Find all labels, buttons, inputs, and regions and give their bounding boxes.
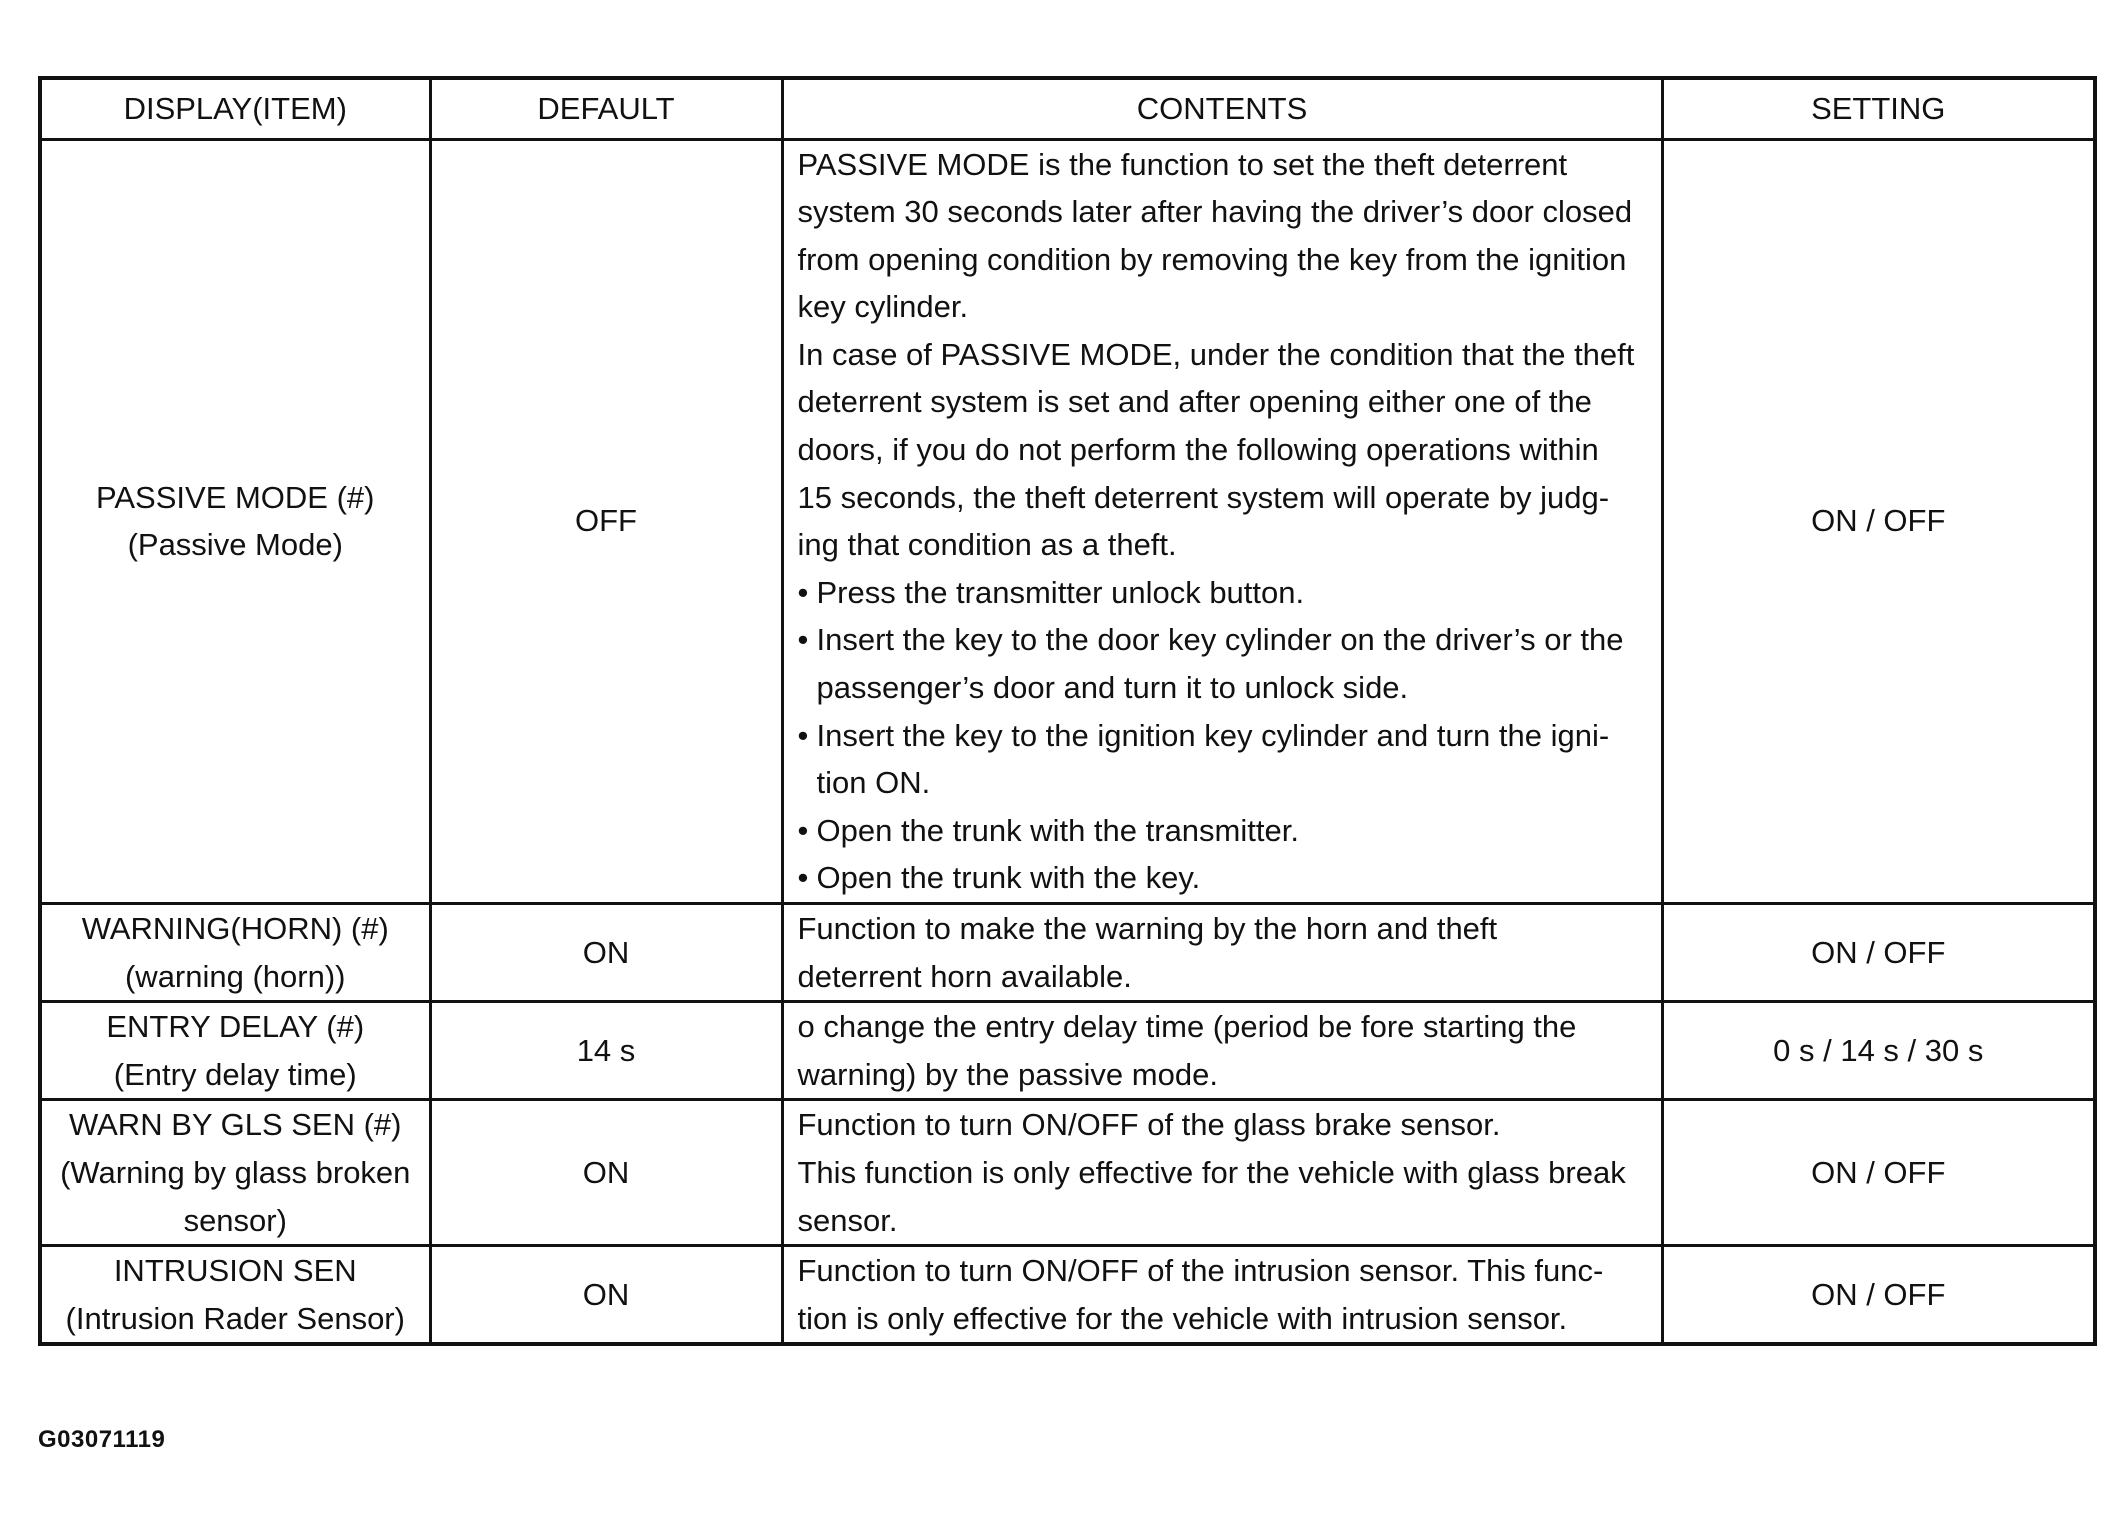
display-item-cell (40, 1246, 430, 1345)
header-contents: CONTENTS (782, 78, 1662, 139)
bullet-dot-icon: • (797, 574, 809, 610)
setting-cell: 0 s / 14 s / 30 s (1662, 1002, 2095, 1100)
table-row-warn-by-glass-sensor (40, 1100, 2095, 1246)
setting-cell: ON / OFF (1662, 1246, 2095, 1345)
setting-cell: ON / OFF (1662, 1100, 2095, 1246)
contents-line: PASSIVE MODE is the function to set the theft deterrent (797, 146, 1568, 182)
contents-line: sensor. (797, 1202, 898, 1238)
default-value-cell: ON (430, 1246, 782, 1345)
settings-table-wrapper (38, 76, 2093, 1346)
contents-line: o change the entry delay time (period be fore starting the (797, 1009, 1577, 1045)
display-item-line: INTRUSION SEN (113, 1253, 357, 1289)
display-item-line: (Warning by glass broken (60, 1154, 411, 1190)
contents-line: Function to turn ON/OFF of the intrusion sensor. This func- (797, 1253, 1604, 1289)
contents-line: doors, if you do not perform the following operations within (797, 432, 1599, 468)
display-item-cell (40, 1100, 430, 1246)
contents-line: This function is only effective for the vehicle with glass break (797, 1154, 1626, 1190)
display-item-line: sensor) (183, 1202, 287, 1238)
contents-line: Function to turn ON/OFF of the glass brake sensor. (797, 1107, 1501, 1143)
bullet-item: • Insert the key to the door key cylinder on the driver’s or the passenger’s door and turn it to unlock side. (798, 616, 1647, 711)
display-item-line: WARNING(HORN) (#) (81, 911, 389, 946)
contents-line: from opening condition by removing the key from the ignition (797, 241, 1627, 277)
default-value-cell: ON (430, 1100, 782, 1246)
bullet-dot-icon: • (797, 860, 809, 896)
default-value-cell: 14 s (430, 1002, 782, 1100)
contents-line: deterrent horn available. (797, 958, 1132, 994)
contents-cell (782, 1002, 1662, 1100)
bullet-dot-icon: • (797, 812, 809, 848)
display-item-cell (40, 904, 430, 1002)
contents-line: deterrent system is set and after opening either one of the (797, 384, 1592, 420)
table-row-passive-mode (40, 139, 2095, 904)
display-item-line: (Passive Mode) (127, 527, 343, 563)
contents-line: Function to make the warning by the horn and theft (797, 911, 1498, 946)
contents-cell (782, 1246, 1662, 1345)
display-item-line: WARN BY GLS SEN (#) (69, 1107, 402, 1143)
bullet-item: • Press the transmitter unlock button. (798, 569, 1647, 617)
header-default: DEFAULT (430, 78, 782, 139)
setting-cell: ON / OFF (1662, 904, 2095, 1002)
display-item-cell (40, 139, 430, 904)
table-row-intrusion-sensor (40, 1246, 2095, 1345)
display-item-line: (Intrusion Rader Sensor) (65, 1300, 405, 1336)
contents-line: warning) by the passive mode. (797, 1056, 1218, 1092)
bullet-item: • Open the trunk with the transmitter. (798, 807, 1647, 855)
display-item-line: PASSIVE MODE (#) (96, 479, 375, 515)
default-value-cell: OFF (430, 139, 782, 904)
display-item-line: (Entry delay time) (113, 1056, 357, 1092)
figure-code: G03071119 (38, 1426, 166, 1453)
contents-line: tion is only effective for the vehicle with intrusion sensor. (797, 1300, 1568, 1336)
display-item-line: ENTRY DELAY (#) (106, 1009, 365, 1045)
contents-line: 15 seconds, the theft deterrent system will operate by judg- (797, 479, 1610, 515)
contents-cell (782, 904, 1662, 1002)
setting-cell: ON / OFF (1662, 139, 2095, 904)
table-header-row (40, 78, 2095, 139)
header-display-item: DISPLAY(ITEM) (40, 78, 430, 139)
table-row-warning-horn (40, 904, 2095, 1002)
contents-line: ing that condition as a theft. (797, 527, 1177, 563)
contents-cell (782, 139, 1662, 904)
contents-line: In case of PASSIVE MODE, under the condition that the theft (797, 336, 1635, 372)
contents-line: system 30 seconds later after having the driver’s door closed (797, 194, 1633, 230)
display-item-cell (40, 1002, 430, 1100)
contents-cell (782, 1100, 1662, 1246)
display-item-line: (warning (horn)) (124, 958, 346, 994)
default-value-cell: ON (430, 904, 782, 1002)
table-row-entry-delay (40, 1002, 2095, 1100)
bullet-dot-icon: • (797, 622, 809, 658)
bullet-dot-icon: • (797, 717, 809, 753)
header-setting: SETTING (1662, 78, 2095, 139)
customize-settings-table (38, 76, 2097, 1346)
bullet-item: • Open the trunk with the key. (798, 854, 1647, 902)
contents-line: key cylinder. (797, 289, 969, 325)
bullet-item: • Insert the key to the ignition key cylinder and turn the igni- tion ON. (798, 712, 1647, 807)
